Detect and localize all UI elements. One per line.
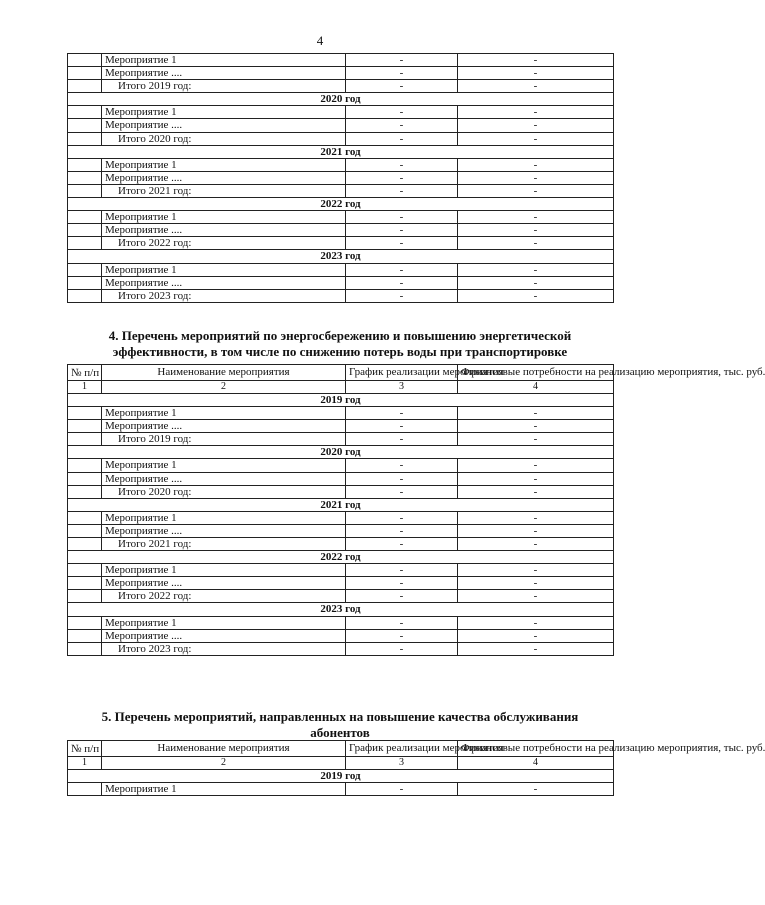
total-label: Итого 2023 год: <box>102 289 346 302</box>
total-row <box>68 538 614 551</box>
row-number-cell <box>68 642 102 655</box>
table-row <box>68 524 614 537</box>
header-num: № п/п <box>68 741 102 757</box>
total-row <box>68 485 614 498</box>
total-schedule: - <box>346 590 458 603</box>
measure-finance: - <box>458 629 614 642</box>
row-number-cell <box>68 564 102 577</box>
measure-finance: - <box>458 158 614 171</box>
table-row <box>68 420 614 433</box>
total-row <box>68 433 614 446</box>
measure-name: Мероприятие 1 <box>102 783 346 796</box>
row-number-cell <box>68 171 102 184</box>
year-heading: 2022 год <box>68 198 614 211</box>
total-row <box>68 289 614 302</box>
year-row <box>68 603 614 616</box>
table-row <box>68 407 614 420</box>
section-5-title-line2: абонентов <box>310 725 370 740</box>
section-4-title-line2: эффективности, в том числе по снижению потерь воды при транспортировке <box>112 344 568 359</box>
row-number-cell <box>68 80 102 93</box>
measure-schedule: - <box>346 224 458 237</box>
measure-schedule: - <box>346 511 458 524</box>
total-label: Итого 2019 год: <box>102 433 346 446</box>
row-number-cell <box>68 184 102 197</box>
total-schedule: - <box>346 642 458 655</box>
year-row <box>68 93 614 106</box>
measure-finance: - <box>458 577 614 590</box>
total-finance: - <box>458 80 614 93</box>
measure-finance: - <box>458 511 614 524</box>
table-row <box>68 564 614 577</box>
row-number-cell <box>68 289 102 302</box>
measure-schedule: - <box>346 577 458 590</box>
row-number-cell <box>68 472 102 485</box>
measure-name: Мероприятие .... <box>102 524 346 537</box>
row-number-cell <box>68 407 102 420</box>
table-row <box>68 119 614 132</box>
row-number-cell <box>68 158 102 171</box>
measure-finance: - <box>458 171 614 184</box>
year-row <box>68 769 614 782</box>
measure-schedule: - <box>346 629 458 642</box>
table-row <box>68 616 614 629</box>
measure-schedule: - <box>346 211 458 224</box>
year-row <box>68 145 614 158</box>
total-label: Итого 2021 год: <box>102 184 346 197</box>
year-row <box>68 551 614 564</box>
row-number-cell <box>68 511 102 524</box>
measure-finance: - <box>458 783 614 796</box>
measure-schedule: - <box>346 263 458 276</box>
measure-schedule: - <box>346 54 458 67</box>
table-header-row <box>68 741 614 757</box>
section-5-title <box>67 709 613 741</box>
total-label: Итого 2022 год: <box>102 590 346 603</box>
year-heading: 2020 год <box>68 93 614 106</box>
year-heading: 2023 год <box>68 603 614 616</box>
table-row <box>68 511 614 524</box>
measure-finance: - <box>458 407 614 420</box>
row-number-cell <box>68 106 102 119</box>
total-schedule: - <box>346 184 458 197</box>
measure-name: Мероприятие 1 <box>102 211 346 224</box>
row-number-cell <box>68 590 102 603</box>
header-name: Наименование мероприятия <box>102 741 346 757</box>
row-number-cell <box>68 629 102 642</box>
column-index: 2 <box>102 380 346 393</box>
total-row <box>68 590 614 603</box>
measure-name: Мероприятие 1 <box>102 407 346 420</box>
header-schedule: График реализации мероприятия <box>346 365 458 381</box>
total-finance: - <box>458 642 614 655</box>
header-schedule: График реализации мероприятия <box>346 741 458 757</box>
total-label: Итого 2020 год: <box>102 132 346 145</box>
total-schedule: - <box>346 80 458 93</box>
table-row <box>68 276 614 289</box>
measure-schedule: - <box>346 564 458 577</box>
section-5-title-line1: 5. Перечень мероприятий, направленных на повышение качества обслуживания <box>101 709 579 724</box>
total-schedule: - <box>346 433 458 446</box>
measure-name: Мероприятие .... <box>102 577 346 590</box>
measure-name: Мероприятие .... <box>102 119 346 132</box>
header-finance: Финансовые потребности на реализацию мероприятия, тыс. руб. <box>458 741 614 757</box>
table-row <box>68 263 614 276</box>
table-row <box>68 171 614 184</box>
column-index: 3 <box>346 756 458 769</box>
table-row <box>68 54 614 67</box>
row-number-cell <box>68 263 102 276</box>
measure-finance: - <box>458 106 614 119</box>
total-label: Итого 2021 год: <box>102 538 346 551</box>
measure-name: Мероприятие .... <box>102 276 346 289</box>
total-label: Итого 2022 год: <box>102 237 346 250</box>
row-number-cell <box>68 211 102 224</box>
measure-finance: - <box>458 616 614 629</box>
energy-saving-measures-table <box>67 364 765 656</box>
column-index: 1 <box>68 756 102 769</box>
measure-name: Мероприятие 1 <box>102 459 346 472</box>
total-row <box>68 642 614 655</box>
section-4-title <box>67 328 613 360</box>
table-row <box>68 158 614 171</box>
header-name: Наименование мероприятия <box>102 365 346 381</box>
year-heading: 2019 год <box>68 393 614 406</box>
measure-name: Мероприятие 1 <box>102 158 346 171</box>
total-finance: - <box>458 485 614 498</box>
column-index: 3 <box>346 380 458 393</box>
row-number-cell <box>68 783 102 796</box>
total-row <box>68 80 614 93</box>
row-number-cell <box>68 54 102 67</box>
year-heading: 2023 год <box>68 250 614 263</box>
total-schedule: - <box>346 538 458 551</box>
measure-name: Мероприятие .... <box>102 67 346 80</box>
year-row <box>68 198 614 211</box>
total-schedule: - <box>346 485 458 498</box>
total-row <box>68 237 614 250</box>
year-heading: 2019 год <box>68 769 614 782</box>
total-finance: - <box>458 433 614 446</box>
measure-schedule: - <box>346 524 458 537</box>
table-row <box>68 783 614 796</box>
total-finance: - <box>458 184 614 197</box>
table-row <box>68 224 614 237</box>
total-schedule: - <box>346 237 458 250</box>
row-number-cell <box>68 224 102 237</box>
measure-finance: - <box>458 263 614 276</box>
table-row <box>68 472 614 485</box>
total-label: Итого 2020 год: <box>102 485 346 498</box>
year-heading: 2021 год <box>68 145 614 158</box>
row-number-cell <box>68 616 102 629</box>
column-index-row <box>68 756 614 769</box>
measure-name: Мероприятие .... <box>102 171 346 184</box>
measures-table-continued <box>67 53 614 303</box>
measure-name: Мероприятие .... <box>102 472 346 485</box>
row-number-cell <box>68 577 102 590</box>
total-finance: - <box>458 237 614 250</box>
measure-name: Мероприятие 1 <box>102 511 346 524</box>
measure-finance: - <box>458 67 614 80</box>
measure-name: Мероприятие 1 <box>102 564 346 577</box>
measure-finance: - <box>458 224 614 237</box>
measure-finance: - <box>458 119 614 132</box>
measure-name: Мероприятие 1 <box>102 106 346 119</box>
total-finance: - <box>458 132 614 145</box>
measure-name: Мероприятие 1 <box>102 263 346 276</box>
measure-schedule: - <box>346 171 458 184</box>
column-index: 4 <box>458 756 614 769</box>
service-quality-measures-table <box>67 740 765 796</box>
table-row <box>68 106 614 119</box>
total-label: Итого 2019 год: <box>102 80 346 93</box>
measure-schedule: - <box>346 119 458 132</box>
measure-schedule: - <box>346 276 458 289</box>
row-number-cell <box>68 459 102 472</box>
measure-finance: - <box>458 564 614 577</box>
total-schedule: - <box>346 132 458 145</box>
measure-finance: - <box>458 459 614 472</box>
measure-finance: - <box>458 524 614 537</box>
measure-schedule: - <box>346 106 458 119</box>
header-finance: Финансовые потребности на реализацию мероприятия, тыс. руб. <box>458 365 614 381</box>
column-index: 2 <box>102 756 346 769</box>
total-row <box>68 132 614 145</box>
table-row <box>68 459 614 472</box>
total-schedule: - <box>346 289 458 302</box>
measure-finance: - <box>458 276 614 289</box>
total-row <box>68 184 614 197</box>
table-header-row <box>68 365 614 381</box>
measure-name: Мероприятие 1 <box>102 616 346 629</box>
year-row <box>68 446 614 459</box>
page-number: 4 <box>316 33 324 48</box>
total-label: Итого 2023 год: <box>102 642 346 655</box>
year-row <box>68 393 614 406</box>
year-row <box>68 498 614 511</box>
column-index: 1 <box>68 380 102 393</box>
table-row <box>68 67 614 80</box>
year-heading: 2022 год <box>68 551 614 564</box>
measure-finance: - <box>458 54 614 67</box>
row-number-cell <box>68 132 102 145</box>
row-number-cell <box>68 67 102 80</box>
measure-finance: - <box>458 420 614 433</box>
table-row <box>68 629 614 642</box>
row-number-cell <box>68 485 102 498</box>
measure-schedule: - <box>346 472 458 485</box>
measure-schedule: - <box>346 158 458 171</box>
measure-schedule: - <box>346 616 458 629</box>
total-finance: - <box>458 590 614 603</box>
row-number-cell <box>68 119 102 132</box>
total-finance: - <box>458 289 614 302</box>
row-number-cell <box>68 524 102 537</box>
year-heading: 2020 год <box>68 446 614 459</box>
header-num: № п/п <box>68 365 102 381</box>
table-row <box>68 211 614 224</box>
measure-finance: - <box>458 472 614 485</box>
row-number-cell <box>68 420 102 433</box>
column-index: 4 <box>458 380 614 393</box>
measure-schedule: - <box>346 407 458 420</box>
row-number-cell <box>68 433 102 446</box>
row-number-cell <box>68 276 102 289</box>
section-4-title-line1: 4. Перечень мероприятий по энергосбережению и повышению энергетической <box>108 328 572 343</box>
year-heading: 2021 год <box>68 498 614 511</box>
total-finance: - <box>458 538 614 551</box>
measure-schedule: - <box>346 783 458 796</box>
measure-name: Мероприятие 1 <box>102 54 346 67</box>
table-row <box>68 577 614 590</box>
measure-schedule: - <box>346 459 458 472</box>
measure-finance: - <box>458 211 614 224</box>
row-number-cell <box>68 538 102 551</box>
year-row <box>68 250 614 263</box>
measure-schedule: - <box>346 67 458 80</box>
row-number-cell <box>68 237 102 250</box>
measure-schedule: - <box>346 420 458 433</box>
measure-name: Мероприятие .... <box>102 629 346 642</box>
column-index-row <box>68 380 614 393</box>
measure-name: Мероприятие .... <box>102 420 346 433</box>
measure-name: Мероприятие .... <box>102 224 346 237</box>
